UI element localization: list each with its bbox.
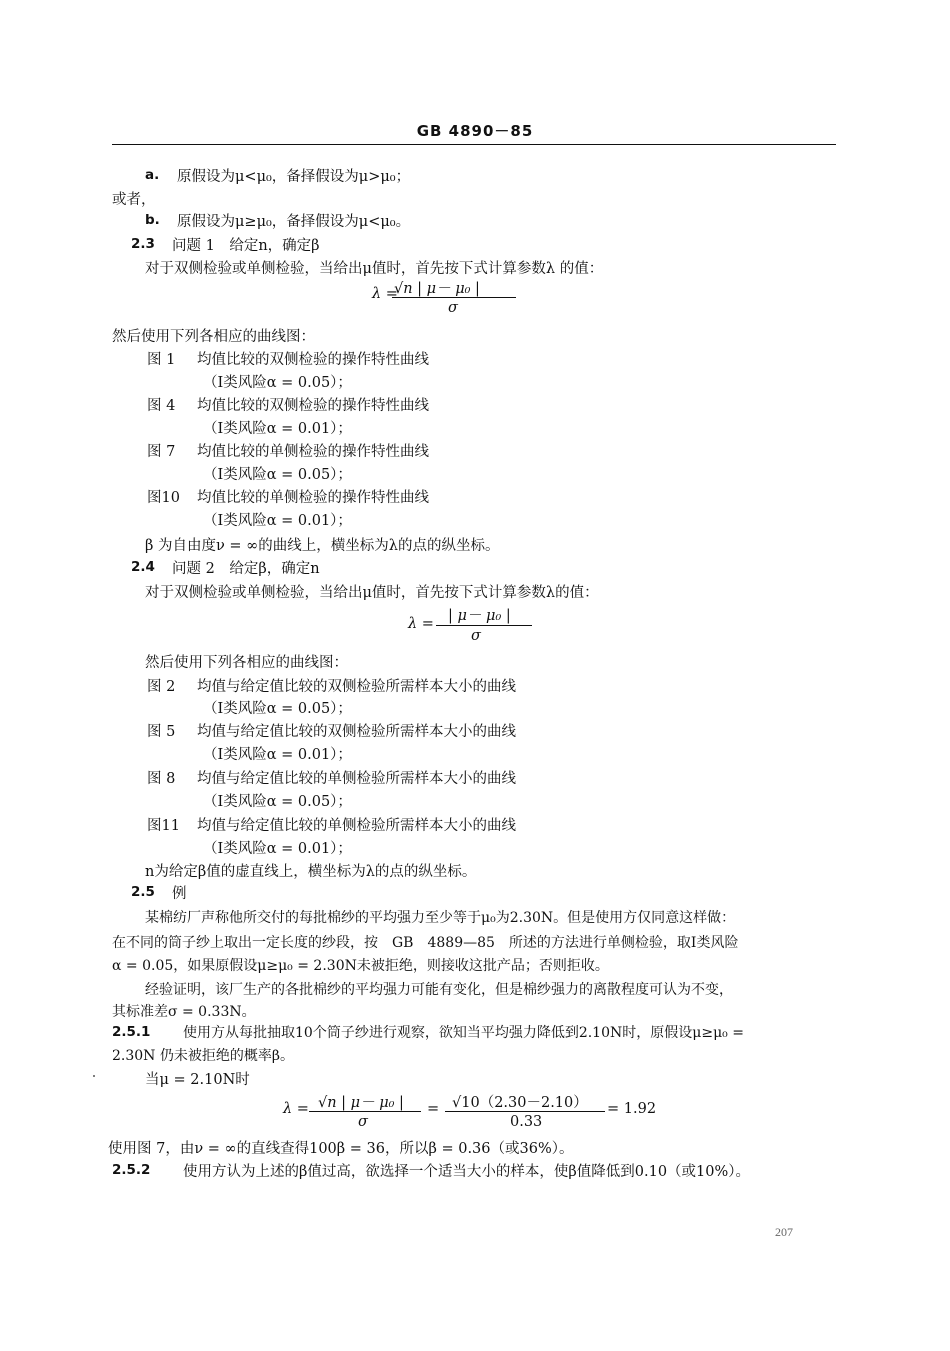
formula-3-fraction-bar-1: [309, 1111, 421, 1112]
section-2-3-title: 问题 1 给定n，确定β: [172, 238, 320, 254]
example-para-1-line-2: 在不同的筒子纱上取出一定长度的纱段，按 GB 4889—85 所述的方法进行单侧检验，取Ⅰ类风险: [112, 935, 739, 951]
fig-1-id: 图 1: [147, 352, 176, 368]
fig-10-id: 图10: [147, 490, 180, 506]
formula-2-denominator: σ: [471, 628, 481, 644]
fig-4-desc: 均值比较的双侧检验的操作特性曲线: [197, 398, 429, 414]
formula-3-fraction-bar-2: [445, 1111, 605, 1112]
formula-3-denominator-2: 0.33: [510, 1114, 543, 1130]
section-2-5-number: 2.5: [131, 884, 155, 900]
section-2-5-title: 例: [172, 886, 187, 902]
fig-2-risk: （Ⅰ类风险α = 0.05）；: [203, 701, 352, 717]
section-2-3-number: 2.3: [131, 236, 155, 252]
formula-1-denominator: σ: [448, 300, 458, 316]
section-2-5-2-text: 使用方认为上述的β值过高，欲选择一个适当大小的样本，使β值降低到0.10（或10%）。: [183, 1164, 751, 1180]
example-para-2-line-1: 经验证明，该厂生产的各批棉纱的平均强力可能有变化，但是棉纱强力的离散程度可认为不变，: [145, 982, 733, 998]
fig-1-risk: （Ⅰ类风险α = 0.05）；: [203, 375, 352, 391]
page-number: 207: [775, 1225, 793, 1239]
section-2-4-intro: 对于双侧检验或单侧检验，当给出μ值时，首先按下式计算参数λ的值：: [145, 585, 599, 601]
fig-11-desc: 均值与给定值比较的单侧检验所需样本大小的曲线: [197, 818, 516, 834]
document-header: GB 4890－85: [416, 122, 534, 140]
section-2-5-1-line-1: 使用方从每批抽取10个筒子纱进行观察，欲知当平均强力降低到2.10N时，原假设μ≥μ₀ =: [183, 1025, 744, 1041]
fig-1-desc: 均值比较的双侧检验的操作特性曲线: [197, 352, 429, 368]
example-para-1-line-3: α = 0.05，如果原假设μ≥μ₀ = 2.30N未被拒绝，则接收这批产品；否则拒收。: [112, 958, 609, 974]
section-2-4-note: n为给定β值的虚直线上，横坐标为λ的点的纵坐标。: [145, 864, 477, 880]
section-2-4-then: 然后使用下列各相应的曲线图：: [145, 655, 348, 671]
formula-1-numerator: √n | μ－ μ₀ |: [394, 281, 480, 297]
section-2-5-1-number: 2.5.1: [112, 1024, 151, 1040]
section-2-5-1-line-2: 2.30N 仍未被拒绝的概率β。: [112, 1048, 294, 1064]
fig-7-risk: （Ⅰ类风险α = 0.05）；: [203, 467, 352, 483]
fig-8-id: 图 8: [147, 771, 176, 787]
item-b-text: 原假设为μ≥μ₀，备择假设为μ<μ₀。: [177, 214, 411, 230]
or-text: 或者，: [112, 192, 156, 208]
fig-4-id: 图 4: [147, 398, 176, 414]
fig-2-desc: 均值与给定值比较的双侧检验所需样本大小的曲线: [197, 679, 516, 695]
fig-2-id: 图 2: [147, 679, 176, 695]
fig-4-risk: （Ⅰ类风险α = 0.01）；: [203, 421, 352, 437]
formula-3-denominator-1: σ: [358, 1114, 368, 1130]
fig-8-risk: （Ⅰ类风险α = 0.05）；: [203, 794, 352, 810]
formula-2-numerator: | μ－ μ₀ |: [448, 608, 511, 624]
example-para-1-line-1: 某棉纺厂声称他所交付的每批棉纱的平均强力至少等于μ₀为2.30N。但是使用方仅同意这样做：: [145, 910, 736, 926]
section-2-5-2-number: 2.5.2: [112, 1162, 151, 1178]
fig-10-risk: （Ⅰ类风险α = 0.01）；: [203, 513, 352, 529]
fig-8-desc: 均值与给定值比较的单侧检验所需样本大小的曲线: [197, 771, 516, 787]
example-para-2-line-2: 其标准差σ = 0.33N。: [112, 1004, 256, 1020]
section-2-3-then: 然后使用下列各相应的曲线图：: [112, 329, 315, 345]
formula-3-lhs: λ =: [283, 1101, 309, 1117]
formula-2-fraction-bar: [436, 625, 532, 626]
item-b-label: b.: [145, 212, 160, 228]
fig-11-id: 图11: [147, 818, 180, 834]
fig-5-risk: （Ⅰ类风险α = 0.01）；: [203, 747, 352, 763]
section-2-3-intro: 对于双侧检验或单侧检验，当给出μ值时，首先按下式计算参数λ 的值：: [145, 261, 604, 277]
formula-3-numerator-1: √n | μ－ μ₀ |: [318, 1095, 404, 1111]
section-2-4-title: 问题 2 给定β，确定n: [172, 561, 320, 577]
formula-2-lhs: λ =: [408, 616, 434, 632]
formula-3-result: = 1.92: [607, 1101, 657, 1117]
fig-7-desc: 均值比较的单侧检验的操作特性曲线: [197, 444, 429, 460]
section-2-5-1-when: 当μ = 2.10N时: [145, 1072, 250, 1088]
formula-3-numerator-2: √10（2.30－2.10）: [452, 1095, 588, 1111]
item-a-label: a.: [145, 167, 160, 183]
fig-10-desc: 均值比较的单侧检验的操作特性曲线: [197, 490, 429, 506]
header-rule: [112, 144, 836, 145]
fig-5-id: 图 5: [147, 724, 176, 740]
section-2-4-number: 2.4: [131, 559, 155, 575]
item-a-text: 原假设为μ<μ₀，备择假设为μ>μ₀；: [177, 169, 411, 185]
formula-3-equals: =: [427, 1101, 440, 1117]
margin-dot: [93, 1075, 95, 1077]
fig-5-desc: 均值与给定值比较的双侧检验所需样本大小的曲线: [197, 724, 516, 740]
formula-1-lhs: λ =: [372, 286, 398, 302]
formula-1-fraction-bar: [392, 297, 516, 298]
section-2-3-note: β 为自由度ν = ∞的曲线上，横坐标为λ的点的纵坐标。: [145, 538, 500, 554]
fig-11-risk: （Ⅰ类风险α = 0.01）；: [203, 841, 352, 857]
fig-7-id: 图 7: [147, 444, 176, 460]
section-2-5-1-usage: 使用图 7，由ν = ∞的直线查得100β = 36，所以β = 0.36（或36%）。: [108, 1141, 574, 1157]
